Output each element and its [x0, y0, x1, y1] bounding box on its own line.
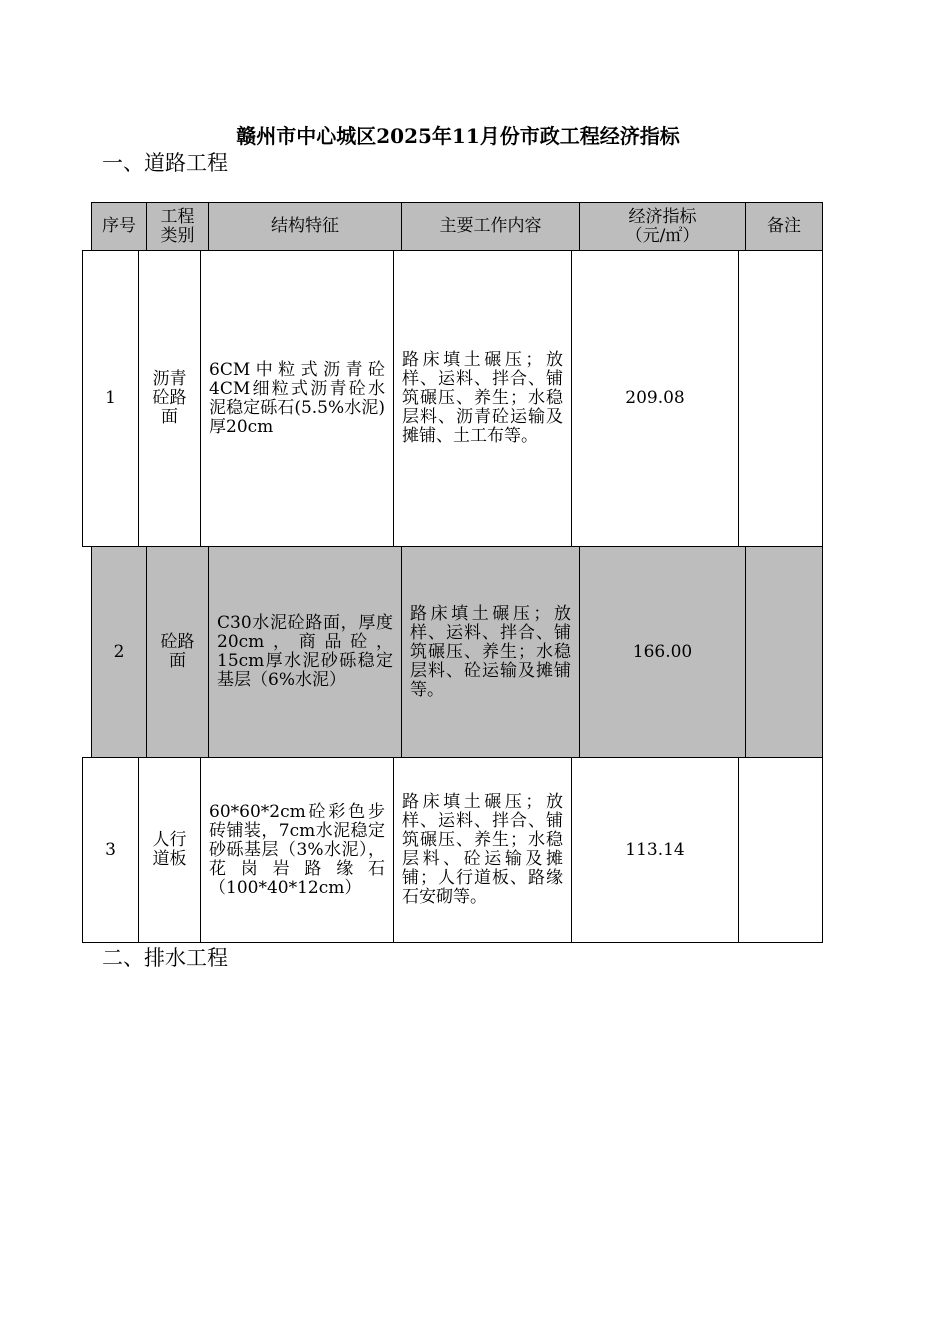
cell-remark [739, 251, 822, 546]
cell-no: 3 [83, 758, 139, 942]
section-heading-road: 一、道路工程 [102, 151, 228, 175]
cell-type: 人行道板 [139, 758, 201, 942]
table-row [91, 546, 823, 758]
cell-remark [739, 758, 822, 942]
cell-index: 113.14 [572, 758, 739, 942]
table-header-row [91, 202, 823, 251]
header-structure: 结构特征 [209, 203, 402, 250]
header-index: 经济指标 （元/㎡） [580, 203, 746, 250]
table-row [82, 757, 823, 943]
section-heading-drainage: 二、排水工程 [102, 946, 228, 970]
cell-type: 沥青砼路面 [139, 251, 201, 546]
cell-no: 1 [83, 251, 139, 546]
cell-no: 2 [92, 547, 147, 757]
table-row [82, 250, 823, 547]
cell-index: 166.00 [580, 547, 746, 757]
header-no: 序号 [92, 203, 147, 250]
header-work: 主要工作内容 [402, 203, 580, 250]
cell-structure: C30水泥砼路面，厚度20cm，商品砼，15cm厚水泥砂砾稳定基层（6%水泥） [209, 547, 402, 757]
cell-work: 路床填土碾压；放样、运料、拌合、铺筑碾压、养生；水稳层料、砼运输及摊铺等。 [402, 547, 580, 757]
cell-structure: 60*60*2cm砼彩色步砖铺装，7cm水泥稳定砂砾基层（3%水泥），花岗岩路缘石（100*40*12cm） [201, 758, 394, 942]
header-remark: 备注 [767, 216, 801, 236]
document-title: 赣州市中心城区2025年11月份市政工程经济指标 [236, 124, 680, 148]
header-type: 工程类别 [147, 203, 209, 250]
cell-type: 砼路面 [147, 547, 209, 757]
cell-structure: 6CM中粒式沥青砼4CM细粒式沥青砼水泥稳定砾石(5.5%水泥)厚20cm [201, 251, 394, 546]
cell-work: 路床填土碾压；放样、运料、拌合、铺筑碾压、养生；水稳层料、沥青砼运输及摊铺、土工布等。 [394, 251, 572, 546]
cell-remark [746, 547, 822, 757]
cell-index: 209.08 [572, 251, 739, 546]
cell-work: 路床填土碾压；放样、运料、拌合、铺筑碾压、养生；水稳层料、砼运输及摊铺；人行道板、路缘石安砌等。 [394, 758, 572, 942]
